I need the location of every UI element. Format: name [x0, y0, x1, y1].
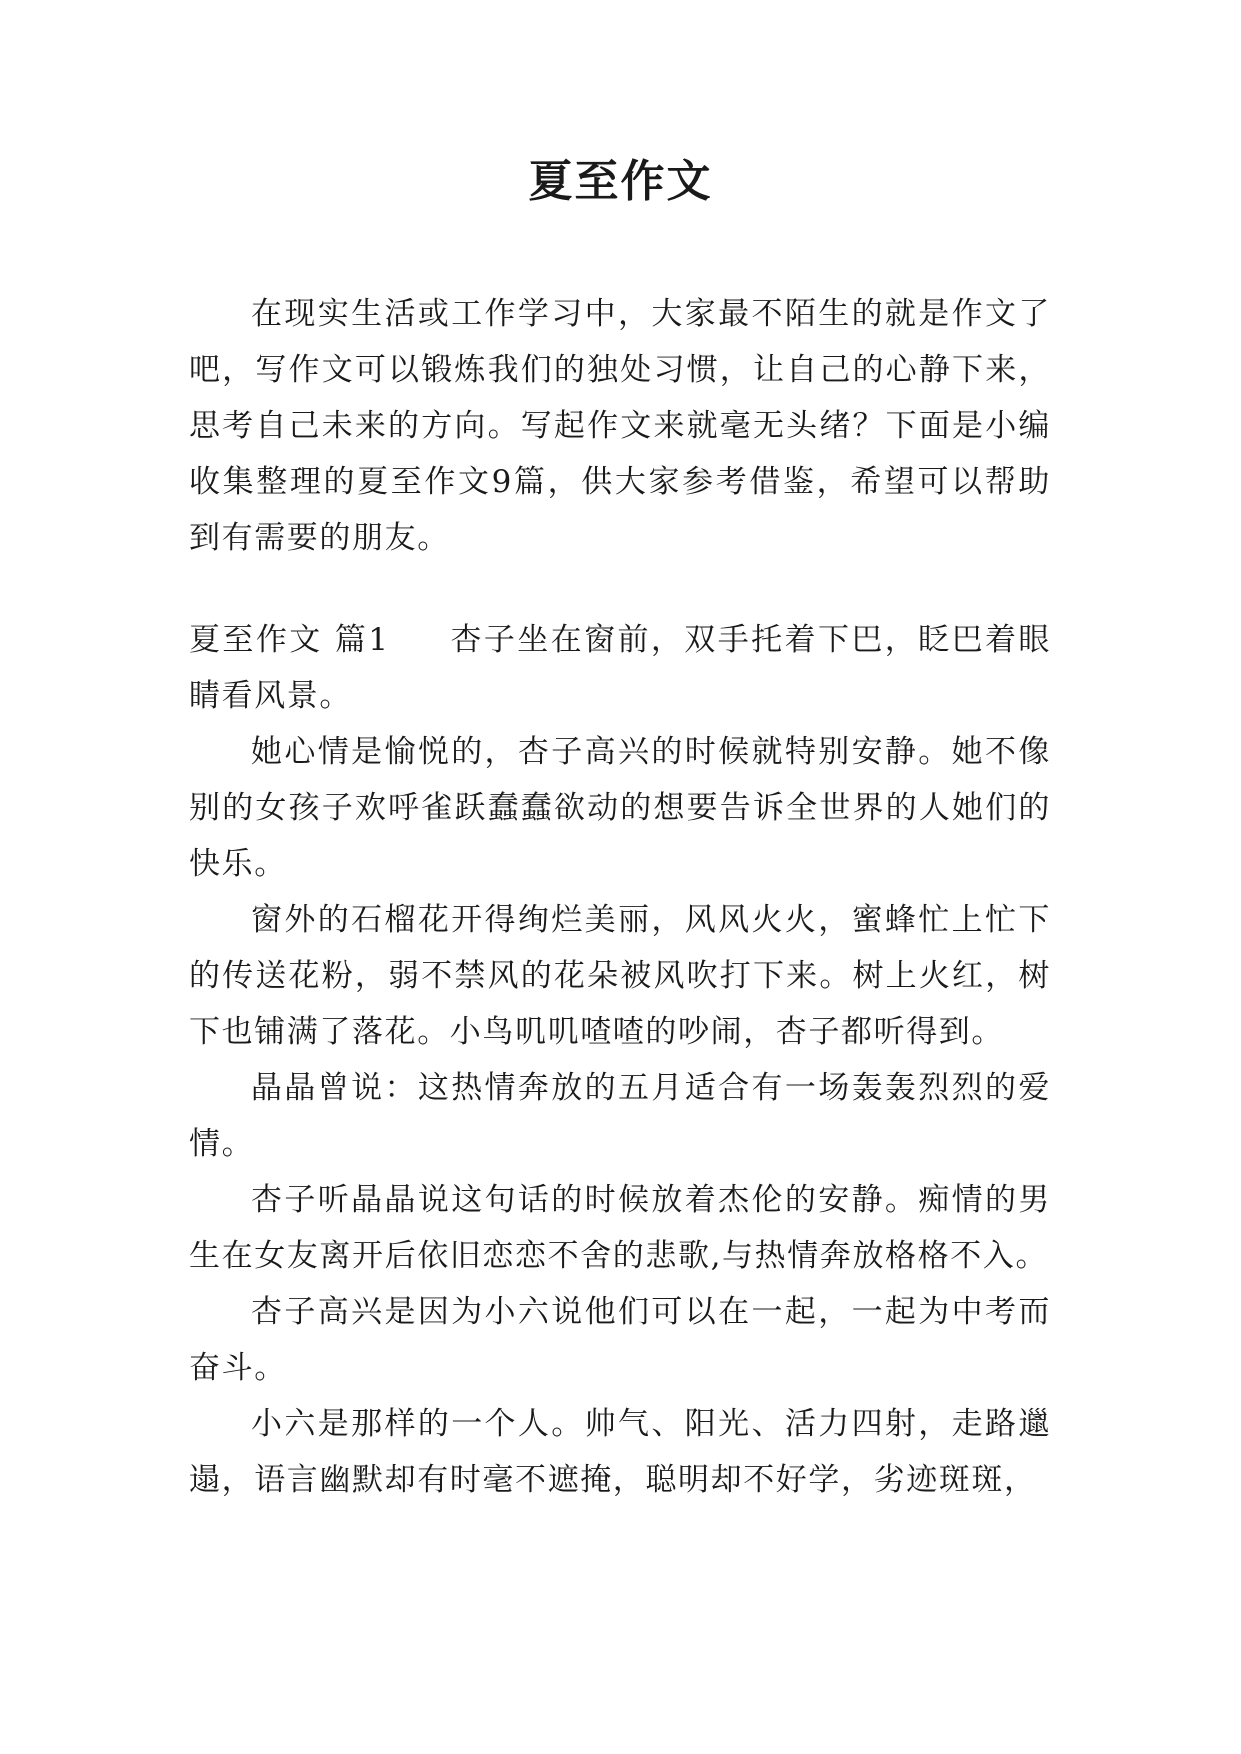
section-first-paragraph — [189, 612, 1051, 724]
body-paragraph: 小六是那样的一个人。帅气、阳光、活力四射，走路邋遢，语言幽默却有时毫不遮掩，聪明却不好学，劣迹斑斑， — [189, 1406, 1051, 1498]
document-title: 夏至作文 — [528, 156, 713, 207]
body-paragraph: 窗外的石榴花开得绚烂美丽，风风火火，蜜蜂忙上忙下的传送花粉，弱不禁风的花朵被风吹打下来。树上火红，树下也铺满了落花。小鸟叽叽喳喳的吵闹，杏子都听得到。 — [189, 902, 1051, 1050]
document-body — [189, 286, 1051, 1508]
body-paragraph: 杏子高兴是因为小六说他们可以在一起，一起为中考而奋斗。 — [189, 1294, 1051, 1386]
section-heading: 夏至作文 篇1 — [189, 622, 390, 658]
body-paragraph: 晶晶曾说：这热情奔放的五月适合有一场轰轰烈烈的爱情。 — [189, 1070, 1051, 1162]
section-first-text: 杏子坐在窗前，双手托着下巴，眨巴着眼睛看风景。 — [189, 622, 1051, 714]
intro-paragraph: 在现实生活或工作学习中，大家最不陌生的就是作文了吧，写作文可以锻炼我们的独处习惯，让自己的心静下来，思考自己未来的方向。写起作文来就毫无头绪？下面是小编收集整理的夏至作文9篇，供大家参考借鉴，希望可以帮助到有需要的朋友。 — [189, 296, 1051, 556]
body-paragraph: 杏子听晶晶说这句话的时候放着杰伦的安静。痴情的男生在女友离开后依旧恋恋不舍的悲歌,与热情奔放格格不入。 — [189, 1182, 1051, 1274]
body-paragraph: 她心情是愉悦的，杏子高兴的时候就特别安静。她不像别的女孩子欢呼雀跃蠢蠢欲动的想要告诉全世界的人她们的快乐。 — [189, 734, 1051, 882]
